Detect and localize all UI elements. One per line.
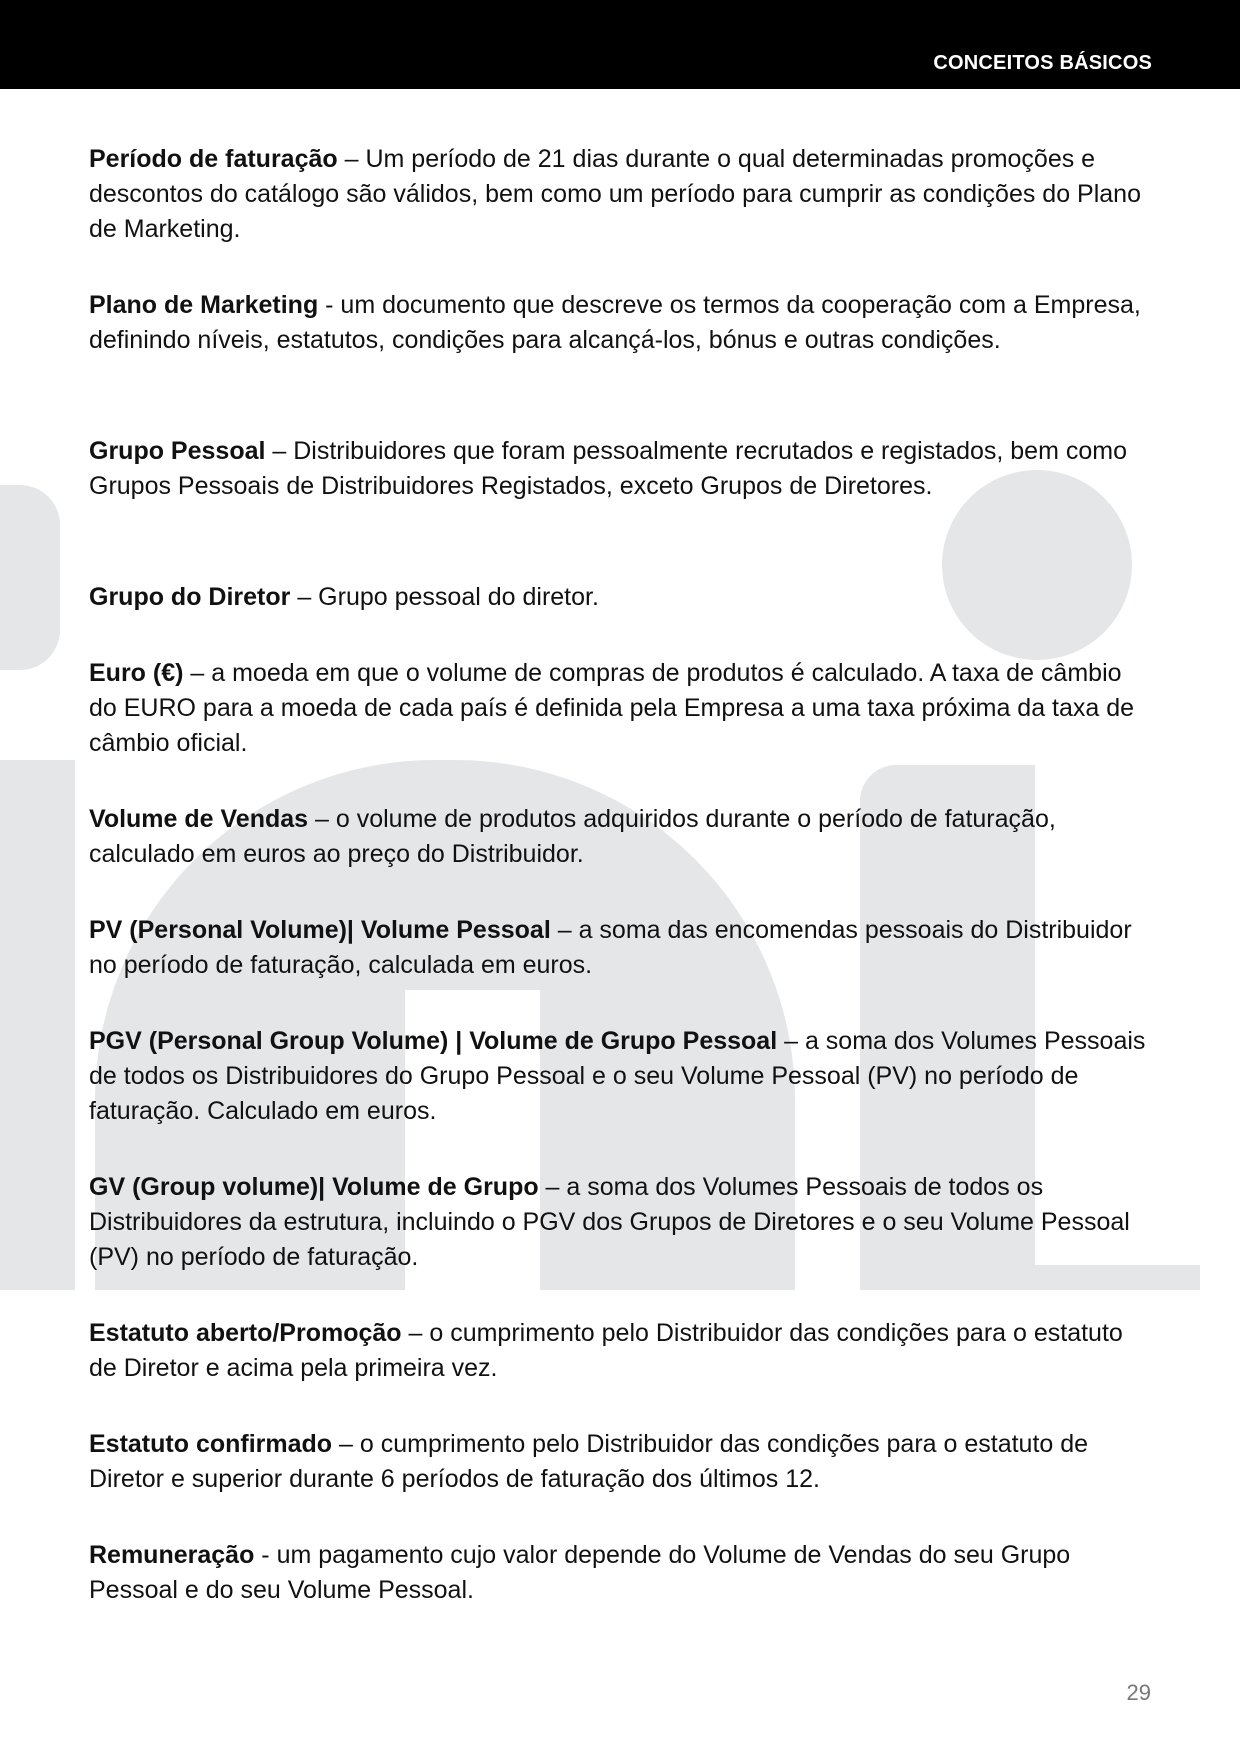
glossary-definition: – Um período de 21 dias durante o qual determinadas promoções e descontos do catálogo são válidos, bem como um período para cumprir as condições do Plano de Marketing.: [89, 145, 1141, 243]
glossary-definition: – o cumprimento pelo Distribuidor das condições para o estatuto de Diretor e superior durante 6 períodos de faturação dos últimos 12.: [89, 1430, 1089, 1493]
header-bar: [0, 0, 1240, 89]
glossary-term: Volume de Vendas: [89, 805, 309, 833]
glossary-term: PGV (Personal Group Volume) | Volume de Grupo Pessoal: [89, 1027, 778, 1055]
glossary-definition: – a soma dos Volumes Pessoais de todos os Distribuidores do Grupo Pessoal e o seu Volume Pessoal (PV) no período de faturação. Calculado em euros.: [89, 1027, 1146, 1125]
glossary-term: GV (Group volume)| Volume de Grupo: [89, 1173, 539, 1201]
watermark-shape: [0, 485, 60, 670]
glossary-entry: [89, 142, 1149, 247]
section-title: CONCEITOS BÁSICOS: [933, 52, 1152, 74]
glossary-entry: [89, 1024, 1149, 1129]
glossary-entry: [89, 1538, 1149, 1608]
page-number: 29: [1126, 1680, 1151, 1705]
glossary-entry: [89, 288, 1149, 358]
glossary-entry: [89, 1316, 1149, 1386]
glossary-term: Remuneração: [89, 1541, 255, 1569]
glossary-entry: [89, 434, 1149, 504]
glossary-definition: – o cumprimento pelo Distribuidor das condições para o estatuto de Diretor e acima pela primeira vez.: [89, 1319, 1123, 1382]
glossary-term: PV (Personal Volume)| Volume Pessoal: [89, 916, 551, 944]
glossary-entry: [89, 913, 1149, 983]
glossary-entry: [89, 802, 1149, 872]
glossary-term: Estatuto aberto/Promoção: [89, 1319, 402, 1347]
watermark-shape: [0, 760, 75, 1290]
glossary-definition: - um documento que descreve os termos da cooperação com a Empresa, definindo níveis, estatutos, condições para alcançá-los, bónus e outras condições.: [89, 291, 1141, 354]
glossary-entry: [89, 1427, 1149, 1497]
glossary-term: Período de faturação: [89, 145, 338, 173]
glossary-term: Euro (€): [89, 659, 184, 687]
glossary-entry: [89, 1170, 1149, 1275]
glossary-term: Plano de Marketing: [89, 291, 319, 319]
glossary-term: Grupo Pessoal: [89, 437, 266, 465]
glossary-definition: - um pagamento cujo valor depende do Volume de Vendas do seu Grupo Pessoal e do seu Volume Pessoal.: [89, 1541, 1071, 1604]
glossary-definition: – a moeda em que o volume de compras de produtos é calculado. A taxa de câmbio do EURO para a moeda de cada país é definida pela Empresa a uma taxa próxima da taxa de câmbio oficial.: [89, 659, 1135, 757]
glossary-entry: [89, 656, 1149, 761]
glossary-term: Grupo do Diretor: [89, 583, 291, 611]
glossary-term: Estatuto confirmado: [89, 1430, 333, 1458]
glossary-definition: – a soma dos Volumes Pessoais de todos os Distribuidores da estrutura, incluindo o PGV dos Grupos de Diretores e o seu Volume Pessoal (PV) no período de faturação.: [89, 1173, 1130, 1271]
glossary-definition: – Distribuidores que foram pessoalmente recrutados e registados, bem como Grupos Pessoais de Distribuidores Registados, exceto Grupos de Diretores.: [89, 437, 1127, 500]
glossary-entry: [89, 580, 1149, 615]
glossary-definition: – o volume de produtos adquiridos durante o período de faturação, calculado em euros ao preço do Distribuidor.: [89, 805, 1056, 868]
glossary-definition: – a soma das encomendas pessoais do Distribuidor no período de faturação, calculada em euros.: [89, 916, 1132, 979]
glossary-definition: – Grupo pessoal do diretor.: [290, 583, 599, 611]
